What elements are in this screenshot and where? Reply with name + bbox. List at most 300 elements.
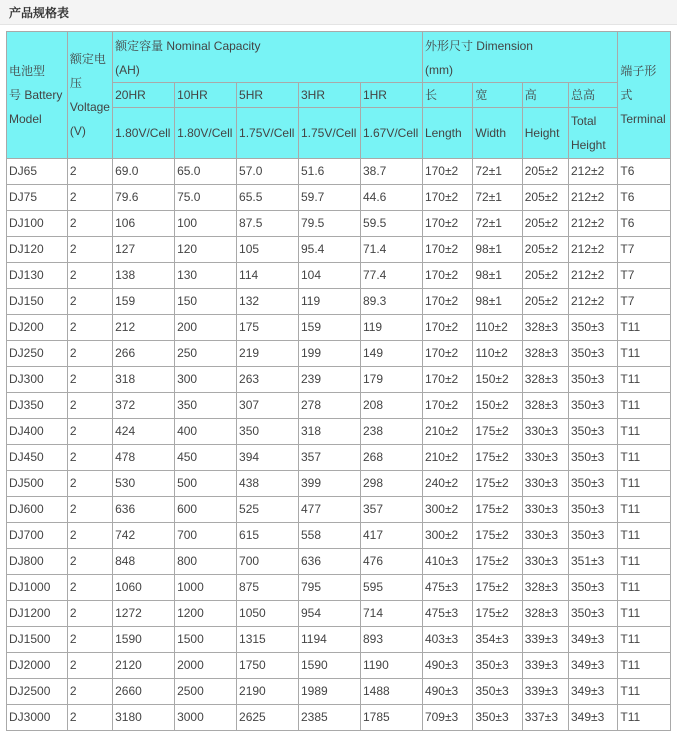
cell-voltage: 2 [67,445,112,471]
cell-model: DJ400 [7,419,68,445]
cell-model: DJ1200 [7,601,68,627]
cell-length: 300±2 [422,497,472,523]
cell-width: 354±3 [473,627,522,653]
cell-voltage: 2 [67,237,112,263]
cell-5hr: 175 [237,315,299,341]
table-row [7,627,671,653]
cell-5hr: 700 [237,549,299,575]
cell-10hr: 700 [175,523,237,549]
cell-height: 205±2 [522,159,568,185]
header-terminal-line: 端子形 [620,64,657,78]
cell-voltage: 2 [67,601,112,627]
title-bar [0,0,677,25]
spec-table [6,31,671,731]
cell-terminal: T7 [618,237,671,263]
cell-width: 150±2 [473,367,522,393]
cell-width: 110±2 [473,341,522,367]
cell-voltage: 2 [67,419,112,445]
table-row [7,159,671,185]
cell-length: 410±3 [422,549,472,575]
cell-model: DJ150 [7,289,68,315]
cell-total-height: 212±2 [568,263,617,289]
cell-3hr: 51.6 [299,159,361,185]
cell-1hr: 1785 [360,705,422,731]
cell-10hr: 2500 [175,679,237,705]
cell-total-height: 350±3 [568,497,617,523]
cell-terminal: T11 [618,445,671,471]
cell-1hr: 149 [360,341,422,367]
cell-model: DJ2500 [7,679,68,705]
cell-model: DJ200 [7,315,68,341]
header-dim-cn: 长 [422,83,472,108]
cell-5hr: 219 [237,341,299,367]
cell-model: DJ1000 [7,575,68,601]
cell-20hr: 1590 [113,627,175,653]
cell-width: 72±1 [473,159,522,185]
cell-1hr: 595 [360,575,422,601]
table-row [7,367,671,393]
cell-width: 98±1 [473,237,522,263]
cell-5hr: 394 [237,445,299,471]
cell-terminal: T11 [618,575,671,601]
cell-voltage: 2 [67,185,112,211]
cell-voltage: 2 [67,315,112,341]
cell-voltage: 2 [67,497,112,523]
cell-10hr: 400 [175,419,237,445]
cell-5hr: 438 [237,471,299,497]
cell-20hr: 742 [113,523,175,549]
cell-width: 350±3 [473,679,522,705]
cell-total-height: 350±3 [568,445,617,471]
cell-5hr: 1315 [237,627,299,653]
cell-total-height: 351±3 [568,549,617,575]
cell-model: DJ500 [7,471,68,497]
cell-voltage: 2 [67,627,112,653]
cell-length: 170±2 [422,315,472,341]
cell-5hr: 350 [237,419,299,445]
table-row [7,445,671,471]
cell-total-height: 349±3 [568,705,617,731]
table-row [7,601,671,627]
cell-20hr: 848 [113,549,175,575]
table-row [7,471,671,497]
cell-width: 150±2 [473,393,522,419]
cell-total-height: 212±2 [568,159,617,185]
cell-3hr: 1989 [299,679,361,705]
cell-length: 170±2 [422,211,472,237]
header-rate: 20HR [113,83,175,108]
cell-height: 205±2 [522,263,568,289]
cell-1hr: 298 [360,471,422,497]
cell-voltage: 2 [67,653,112,679]
header-capacity-line: 额定容量 Nominal Capacity [115,39,261,53]
cell-10hr: 500 [175,471,237,497]
cell-height: 205±2 [522,289,568,315]
cell-1hr: 238 [360,419,422,445]
cell-10hr: 2000 [175,653,237,679]
cell-length: 475±3 [422,575,472,601]
cell-terminal: T11 [618,627,671,653]
cell-total-height: 350±3 [568,575,617,601]
cell-1hr: 1488 [360,679,422,705]
cell-terminal: T7 [618,289,671,315]
cell-length: 170±2 [422,367,472,393]
cell-height: 330±3 [522,419,568,445]
cell-total-height: 350±3 [568,393,617,419]
cell-3hr: 95.4 [299,237,361,263]
cell-height: 328±3 [522,575,568,601]
cell-height: 205±2 [522,211,568,237]
cell-20hr: 2120 [113,653,175,679]
cell-1hr: 1190 [360,653,422,679]
cell-20hr: 1272 [113,601,175,627]
table-header [7,32,671,159]
cell-3hr: 104 [299,263,361,289]
header-dim-cn: 宽 [473,83,522,108]
cell-length: 709±3 [422,705,472,731]
cell-terminal: T11 [618,393,671,419]
cell-total-height: 349±3 [568,627,617,653]
cell-total-height: 350±3 [568,315,617,341]
cell-total-height: 212±2 [568,289,617,315]
cell-total-height: 349±3 [568,679,617,705]
cell-10hr: 100 [175,211,237,237]
cell-terminal: T11 [618,497,671,523]
cell-terminal: T11 [618,653,671,679]
cell-10hr: 3000 [175,705,237,731]
cell-10hr: 600 [175,497,237,523]
cell-5hr: 615 [237,523,299,549]
cell-3hr: 59.7 [299,185,361,211]
cell-3hr: 1194 [299,627,361,653]
table-row [7,679,671,705]
cell-model: DJ250 [7,341,68,367]
cell-height: 328±3 [522,601,568,627]
cell-10hr: 65.0 [175,159,237,185]
cell-20hr: 636 [113,497,175,523]
cell-20hr: 106 [113,211,175,237]
cell-model: DJ450 [7,445,68,471]
cell-1hr: 179 [360,367,422,393]
cell-length: 210±2 [422,419,472,445]
cell-voltage: 2 [67,289,112,315]
cell-3hr: 239 [299,367,361,393]
cell-total-height: 350±3 [568,367,617,393]
cell-model: DJ75 [7,185,68,211]
header-terminal-line: Terminal [620,112,666,126]
cell-total-height: 212±2 [568,185,617,211]
header-dimension [422,32,617,83]
cell-10hr: 200 [175,315,237,341]
cell-voltage: 2 [67,575,112,601]
cell-height: 330±3 [522,523,568,549]
table-row [7,705,671,731]
cell-10hr: 1000 [175,575,237,601]
cell-3hr: 357 [299,445,361,471]
cell-length: 170±2 [422,159,472,185]
cell-20hr: 530 [113,471,175,497]
cell-voltage: 2 [67,679,112,705]
cell-10hr: 300 [175,367,237,393]
cell-length: 300±2 [422,523,472,549]
cell-width: 72±1 [473,211,522,237]
header-cutoff: 1.80V/Cell [113,108,175,159]
cell-3hr: 636 [299,549,361,575]
cell-20hr: 127 [113,237,175,263]
header-model-line: 号 Battery [9,88,63,102]
cell-1hr: 208 [360,393,422,419]
cell-height: 339±3 [522,679,568,705]
cell-length: 240±2 [422,471,472,497]
table-row [7,549,671,575]
cell-length: 170±2 [422,341,472,367]
cell-total-height: 350±3 [568,419,617,445]
table-row [7,523,671,549]
cell-5hr: 1050 [237,601,299,627]
cell-5hr: 263 [237,367,299,393]
cell-height: 339±3 [522,653,568,679]
cell-height: 330±3 [522,549,568,575]
cell-1hr: 714 [360,601,422,627]
header-rate: 3HR [299,83,361,108]
cell-1hr: 268 [360,445,422,471]
cell-length: 475±3 [422,601,472,627]
cell-1hr: 119 [360,315,422,341]
cell-total-height: 350±3 [568,341,617,367]
cell-10hr: 450 [175,445,237,471]
cell-3hr: 119 [299,289,361,315]
cell-terminal: T11 [618,705,671,731]
cell-voltage: 2 [67,159,112,185]
cell-10hr: 130 [175,263,237,289]
header-dimension-line: (mm) [424,63,453,77]
cell-total-height: 349±3 [568,653,617,679]
cell-20hr: 212 [113,315,175,341]
cell-width: 98±1 [473,263,522,289]
header-dim-en: Length [422,108,472,159]
cell-height: 205±2 [522,185,568,211]
cell-model: DJ700 [7,523,68,549]
cell-width: 72±1 [473,185,522,211]
cell-5hr: 87.5 [237,211,299,237]
cell-width: 175±2 [473,471,522,497]
header-voltage-line: (V) [69,124,86,138]
cell-5hr: 57.0 [237,159,299,185]
cell-width: 175±2 [473,419,522,445]
cell-length: 170±2 [422,263,472,289]
cell-1hr: 38.7 [360,159,422,185]
cell-width: 175±2 [473,601,522,627]
cell-width: 350±3 [473,653,522,679]
cell-terminal: T11 [618,523,671,549]
cell-10hr: 350 [175,393,237,419]
cell-voltage: 2 [67,341,112,367]
cell-5hr: 307 [237,393,299,419]
cell-20hr: 424 [113,419,175,445]
cell-20hr: 69.0 [113,159,175,185]
cell-20hr: 372 [113,393,175,419]
cell-length: 490±3 [422,679,472,705]
table-row [7,315,671,341]
cell-width: 175±2 [473,523,522,549]
cell-model: DJ350 [7,393,68,419]
cell-length: 170±2 [422,185,472,211]
header-dim-en-line: Total [570,114,597,128]
cell-width: 175±2 [473,445,522,471]
cell-terminal: T6 [618,159,671,185]
cell-length: 490±3 [422,653,472,679]
cell-terminal: T11 [618,471,671,497]
cell-terminal: T11 [618,601,671,627]
cell-1hr: 417 [360,523,422,549]
header-dimension-line: 外形尺寸 Dimension [424,39,533,53]
cell-length: 170±2 [422,237,472,263]
cell-20hr: 1060 [113,575,175,601]
cell-terminal: T11 [618,679,671,705]
cell-3hr: 278 [299,393,361,419]
header-rate: 5HR [237,83,299,108]
cell-3hr: 318 [299,419,361,445]
cell-model: DJ100 [7,211,68,237]
table-row [7,419,671,445]
cell-height: 328±3 [522,367,568,393]
cell-terminal: T11 [618,315,671,341]
cell-10hr: 1500 [175,627,237,653]
header-model-line: Model [9,112,42,126]
cell-3hr: 795 [299,575,361,601]
header-voltage-line: 额定电 [69,52,106,66]
header-terminal-line: 式 [620,88,633,102]
cell-1hr: 77.4 [360,263,422,289]
header-capacity [113,32,423,83]
cell-20hr: 159 [113,289,175,315]
cell-model: DJ65 [7,159,68,185]
cell-1hr: 71.4 [360,237,422,263]
cell-3hr: 954 [299,601,361,627]
cell-10hr: 800 [175,549,237,575]
cell-voltage: 2 [67,523,112,549]
cell-model: DJ600 [7,497,68,523]
header-capacity-line: (AH) [115,63,140,77]
cell-5hr: 2190 [237,679,299,705]
cell-terminal: T11 [618,419,671,445]
header-voltage-line: Voltage [69,100,110,114]
cell-20hr: 138 [113,263,175,289]
cell-model: DJ3000 [7,705,68,731]
cell-width: 175±2 [473,575,522,601]
cell-20hr: 266 [113,341,175,367]
header-cutoff: 1.67V/Cell [360,108,422,159]
cell-5hr: 1750 [237,653,299,679]
header-dim-en: Height [522,108,568,159]
cell-voltage: 2 [67,705,112,731]
cell-total-height: 350±3 [568,471,617,497]
cell-5hr: 105 [237,237,299,263]
cell-1hr: 476 [360,549,422,575]
cell-1hr: 44.6 [360,185,422,211]
cell-width: 175±2 [473,549,522,575]
cell-10hr: 150 [175,289,237,315]
cell-20hr: 2660 [113,679,175,705]
cell-20hr: 3180 [113,705,175,731]
cell-5hr: 114 [237,263,299,289]
cell-height: 339±3 [522,627,568,653]
cell-3hr: 477 [299,497,361,523]
header-dim-en [568,108,617,159]
cell-width: 98±1 [473,289,522,315]
cell-terminal: T11 [618,341,671,367]
cell-model: DJ120 [7,237,68,263]
cell-3hr: 1590 [299,653,361,679]
cell-height: 328±3 [522,393,568,419]
cell-total-height: 212±2 [568,211,617,237]
cell-height: 328±3 [522,315,568,341]
cell-voltage: 2 [67,393,112,419]
cell-height: 205±2 [522,237,568,263]
cell-height: 330±3 [522,445,568,471]
header-dim-en: Width [473,108,522,159]
cell-total-height: 212±2 [568,237,617,263]
cell-20hr: 478 [113,445,175,471]
cell-model: DJ2000 [7,653,68,679]
cell-height: 330±3 [522,497,568,523]
cell-voltage: 2 [67,263,112,289]
cell-3hr: 558 [299,523,361,549]
cell-5hr: 525 [237,497,299,523]
cell-terminal: T6 [618,211,671,237]
header-voltage-line: 压 [69,76,82,90]
table-row [7,237,671,263]
table-row [7,211,671,237]
cell-10hr: 1200 [175,601,237,627]
header-dim-en-line: Height [570,138,606,152]
cell-model: DJ800 [7,549,68,575]
cell-3hr: 79.5 [299,211,361,237]
cell-10hr: 75.0 [175,185,237,211]
header-rate: 1HR [360,83,422,108]
cell-length: 170±2 [422,393,472,419]
header-cutoff: 1.75V/Cell [299,108,361,159]
cell-total-height: 350±3 [568,601,617,627]
cell-width: 110±2 [473,315,522,341]
cell-model: DJ300 [7,367,68,393]
header-voltage [67,32,112,159]
cell-length: 210±2 [422,445,472,471]
cell-height: 337±3 [522,705,568,731]
cell-5hr: 2625 [237,705,299,731]
header-model-line: 电池型 [9,64,46,78]
cell-height: 328±3 [522,341,568,367]
cell-model: DJ1500 [7,627,68,653]
cell-3hr: 399 [299,471,361,497]
cell-voltage: 2 [67,367,112,393]
cell-1hr: 89.3 [360,289,422,315]
cell-1hr: 893 [360,627,422,653]
cell-length: 170±2 [422,289,472,315]
cell-5hr: 65.5 [237,185,299,211]
header-terminal [618,32,671,159]
header-model [7,32,68,159]
cell-20hr: 318 [113,367,175,393]
cell-3hr: 159 [299,315,361,341]
cell-5hr: 132 [237,289,299,315]
cell-1hr: 357 [360,497,422,523]
table-row [7,185,671,211]
cell-voltage: 2 [67,549,112,575]
header-dim-cn: 总高 [568,83,617,108]
table-row [7,263,671,289]
table-row [7,341,671,367]
